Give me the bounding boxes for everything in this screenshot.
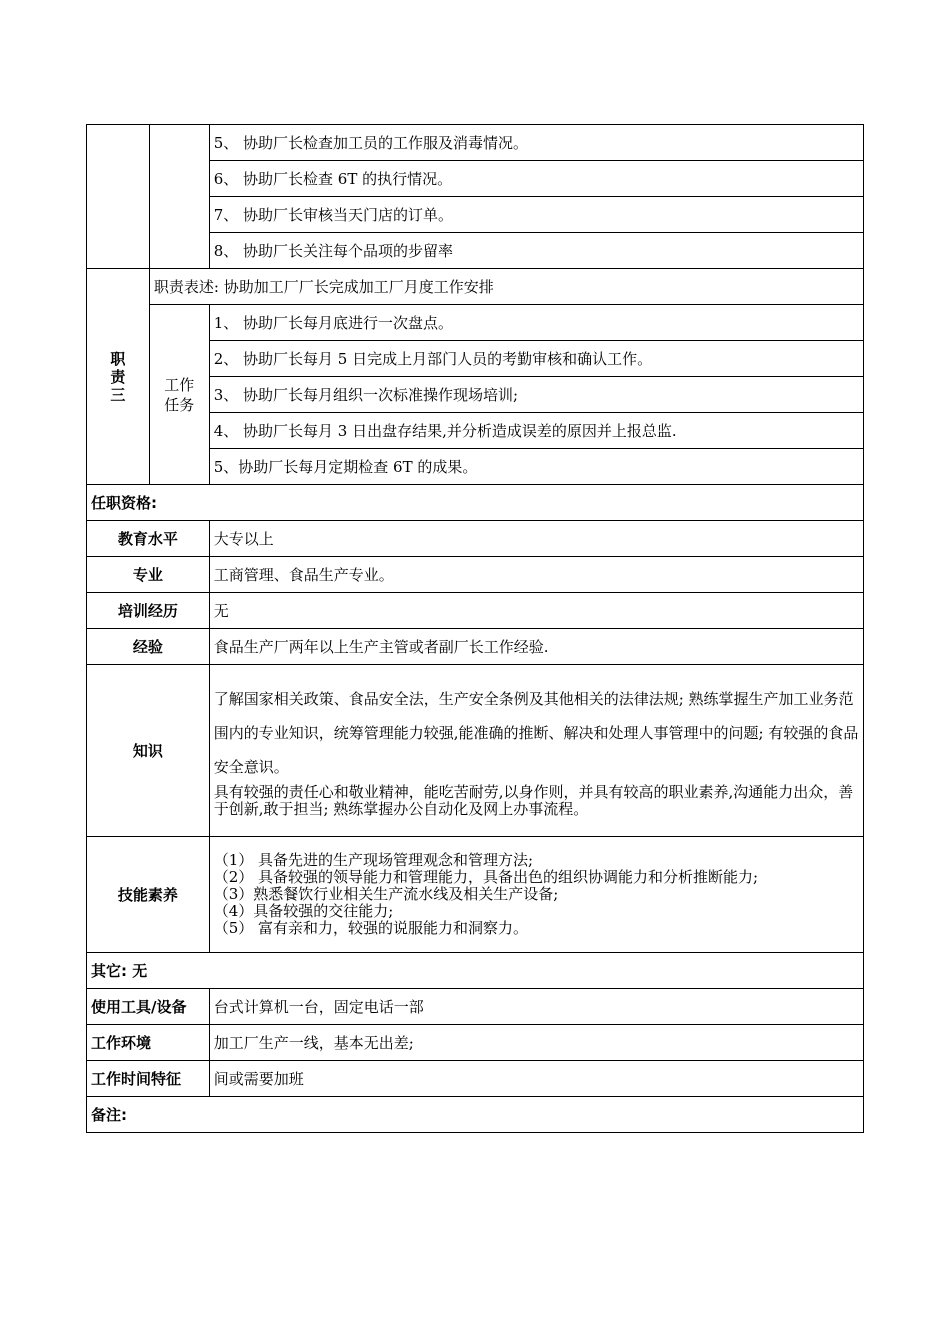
skills-value — [209, 837, 863, 953]
job-description-table — [86, 124, 864, 1133]
duty3-task-label: 工作 任务 — [149, 305, 209, 485]
training-row — [87, 593, 864, 629]
prev-duty-sublabel-cell — [149, 125, 209, 269]
skill-item: （1） 具备先进的生产现场管理观念和管理方法; — [213, 851, 534, 869]
work-time-label: 工作时间特征 — [87, 1061, 210, 1097]
knowledge-value — [209, 665, 863, 837]
knowledge-label: 知识 — [87, 665, 210, 837]
skills-row — [87, 837, 864, 953]
training-value: 无 — [209, 593, 863, 629]
skills-label: 技能素养 — [87, 837, 210, 953]
remarks-text: 备注: — [87, 1097, 864, 1133]
prev-duty-task-row — [87, 125, 864, 161]
duty3-label: 职 责 三 — [87, 269, 150, 485]
tools-value: 台式计算机一台，固定电话一部 — [209, 989, 863, 1025]
duty3-task-5: 5、协助厂长每月定期检查 6T 的成果。 — [209, 449, 863, 485]
experience-row — [87, 629, 864, 665]
education-row — [87, 521, 864, 557]
environment-row — [87, 1025, 864, 1061]
skill-item: （5） 富有亲和力，较强的说服能力和洞察力。 — [213, 919, 529, 937]
education-label: 教育水平 — [87, 521, 210, 557]
tools-row — [87, 989, 864, 1025]
duty3-description: 职责表述: 协助加工厂厂长完成加工厂月度工作安排 — [149, 269, 863, 305]
other-row — [87, 953, 864, 989]
duty3-task-row — [87, 305, 864, 341]
training-label: 培训经历 — [87, 593, 210, 629]
prev-duty-label-cell — [87, 125, 150, 269]
prev-duty-task-8: 8、 协助厂长关注每个品项的步留率 — [209, 233, 863, 269]
duty3-task-4: 4、 协助厂长每月 3 日出盘存结果,并分析造成误差的原因并上报总监. — [209, 413, 863, 449]
skill-item: （2） 具备较强的领导能力和管理能力，具备出色的组织协调能力和分析推断能力; — [213, 868, 759, 886]
skill-item: （3）熟悉餐饮行业相关生产流水线及相关生产设备; — [213, 885, 559, 903]
experience-value: 食品生产厂两年以上生产主管或者副厂长工作经验. — [209, 629, 863, 665]
education-value: 大专以上 — [209, 521, 863, 557]
knowledge-row — [87, 665, 864, 837]
knowledge-paragraph-1: 了解国家相关政策、食品安全法，生产安全条例及其他相关的法律法规; 熟练掌握生产加工业务范围内的专业知识，统筹管理能力较强,能准确的推断、解决和处理人事管理中的问题; 有较强的食品安全意识。 — [213, 689, 859, 776]
major-value: 工商管理、食品生产专业。 — [209, 557, 863, 593]
prev-duty-task-5: 5、 协助厂长检查加工员的工作服及消毒情况。 — [209, 125, 863, 161]
work-time-value: 间或需要加班 — [209, 1061, 863, 1097]
duty3-task-2: 2、 协助厂长每月 5 日完成上月部门人员的考勤审核和确认工作。 — [209, 341, 863, 377]
prev-duty-task-7: 7、 协助厂长审核当天门店的订单。 — [209, 197, 863, 233]
work-time-row — [87, 1061, 864, 1097]
other-text: 其它: 无 — [87, 953, 864, 989]
prev-duty-task-6: 6、 协助厂长检查 6T 的执行情况。 — [209, 161, 863, 197]
remarks-row — [87, 1097, 864, 1133]
major-row — [87, 557, 864, 593]
duty3-description-row — [87, 269, 864, 305]
qualifications-heading-row — [87, 485, 864, 521]
qualifications-heading: 任职资格: — [87, 485, 864, 521]
environment-value: 加工厂生产一线，基本无出差; — [209, 1025, 863, 1061]
experience-label: 经验 — [87, 629, 210, 665]
duty3-task-1: 1、 协助厂长每月底进行一次盘点。 — [209, 305, 863, 341]
tools-label: 使用工具/设备 — [87, 989, 210, 1025]
major-label: 专业 — [87, 557, 210, 593]
knowledge-paragraph-2: 具有较强的责任心和敬业精神，能吃苦耐劳,以身作则，并具有较高的职业素养,沟通能力出众，善于创新,敢于担当; 熟练掌握办公自动化及网上办事流程。 — [213, 782, 854, 818]
skill-item: （4）具备较强的交往能力; — [213, 902, 394, 920]
duty3-task-3: 3、 协助厂长每月组织一次标准操作现场培训; — [209, 377, 863, 413]
environment-label: 工作环境 — [87, 1025, 210, 1061]
